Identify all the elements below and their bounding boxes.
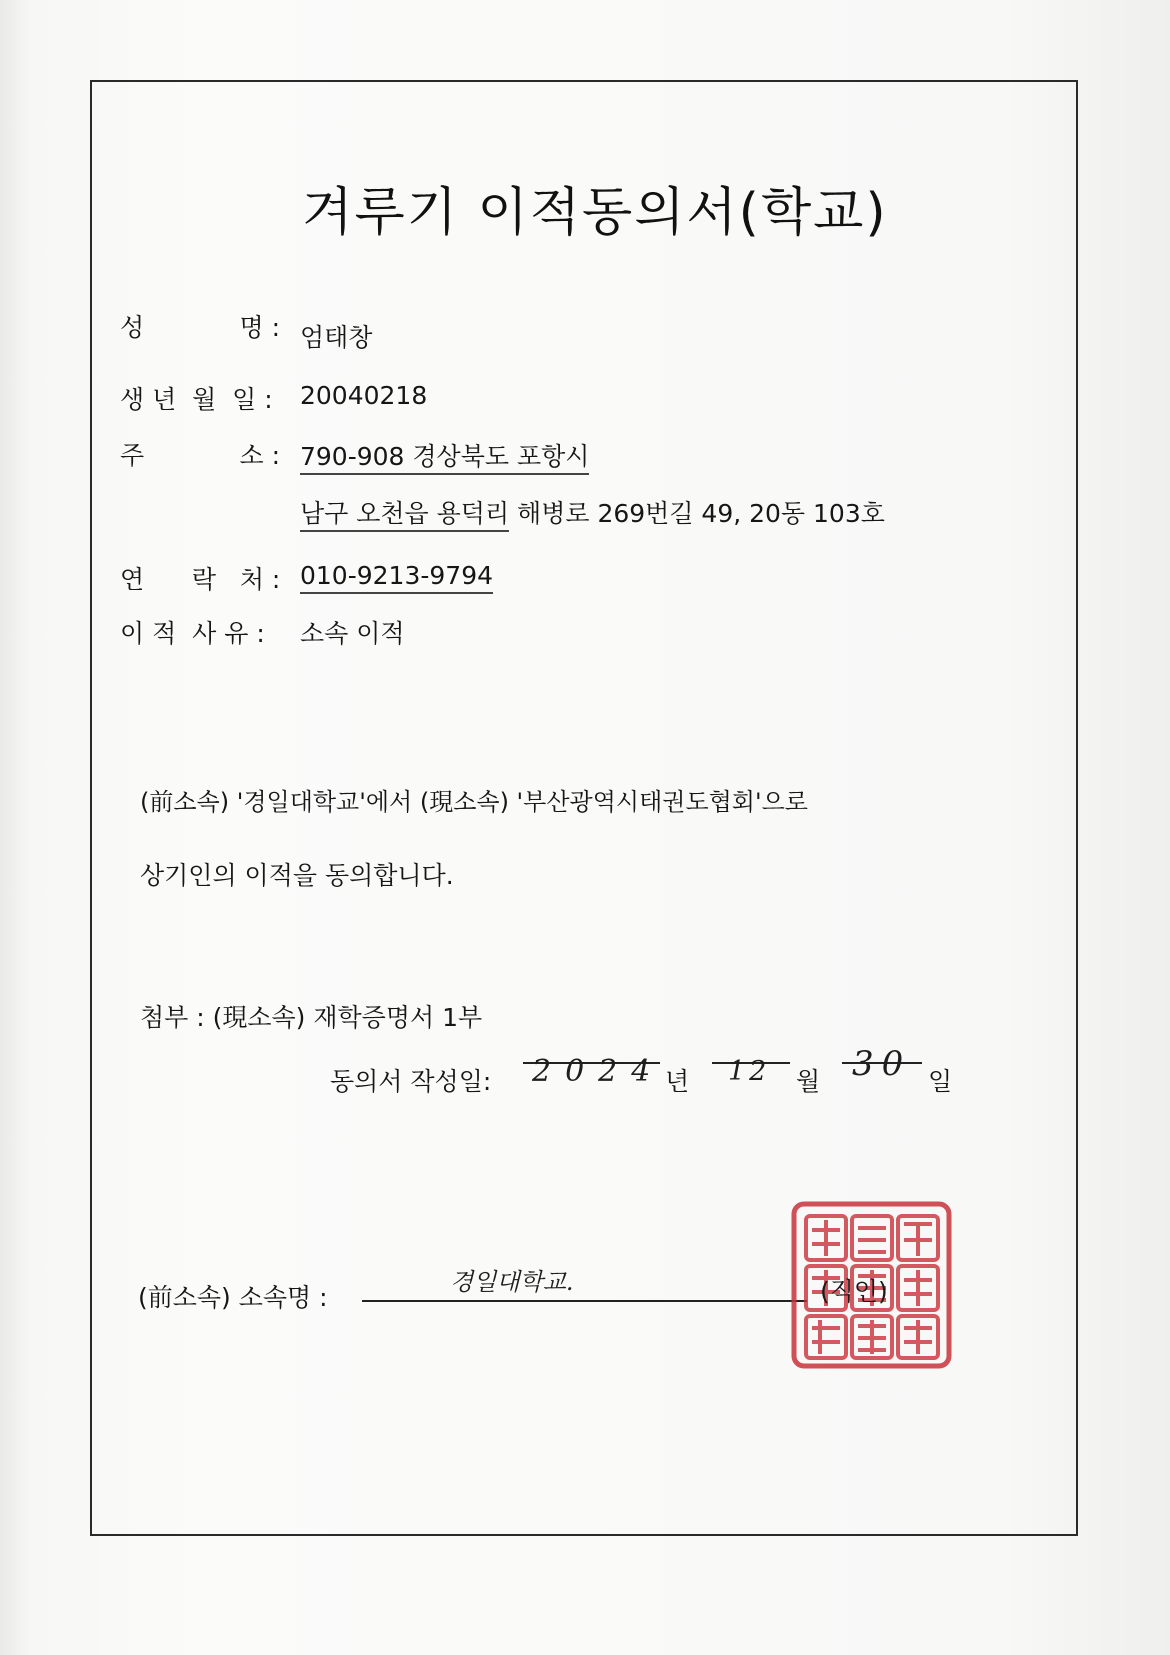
- name-value: 엄태창: [300, 323, 373, 352]
- signature-label: (前소속) 소속명 :: [138, 1283, 328, 1312]
- address-value-line1: [300, 437, 589, 473]
- address-line1-text: 790-908 경상북도 포항시: [300, 442, 589, 475]
- address-line2-underlined: 남구 오천읍 용덕리: [300, 499, 509, 532]
- reason-value: 소속 이적: [300, 619, 405, 648]
- date-month-unit: 월: [796, 1067, 821, 1096]
- attachment-text: 첨부 : (現소속) 재학증명서 1부: [140, 1003, 483, 1032]
- statement-line-2: 상기인의 이적을 동의합니다.: [140, 861, 454, 890]
- date-day-handwritten: 30: [852, 1044, 912, 1084]
- handwritten-school-name: 경일대학교.: [450, 1268, 574, 1296]
- statement-line-1: (前소속) '경일대학교'에서 (現소속) '부산광역시태권도협회'으로: [140, 788, 808, 816]
- contact-value: [300, 561, 493, 590]
- address-line2-rest: 해병로 269번길 49, 20동 103호: [509, 499, 885, 528]
- birth-value: 20040218: [300, 381, 428, 410]
- address-label: 주 소 :: [120, 441, 281, 470]
- name-label: 성 명 :: [120, 313, 281, 342]
- date-month-handwritten: 12: [728, 1056, 771, 1087]
- contact-label: 연 락 처 :: [120, 565, 281, 594]
- signature-line: [362, 1300, 807, 1302]
- address-value-line2: [300, 494, 885, 530]
- birth-label: 생 년 월 일 :: [120, 385, 273, 414]
- document-title: 겨루기 이적동의서(학교): [302, 183, 888, 243]
- date-year-unit: 년: [665, 1067, 690, 1096]
- date-year-handwritten: 2024: [532, 1054, 665, 1089]
- reason-label: 이 적 사 유 :: [120, 619, 265, 648]
- contact-number: 010-9213-9794: [300, 561, 493, 594]
- seal-note: (직인): [820, 1277, 888, 1306]
- date-day-unit: 일: [928, 1067, 953, 1096]
- date-label: 동의서 작성일:: [330, 1067, 492, 1096]
